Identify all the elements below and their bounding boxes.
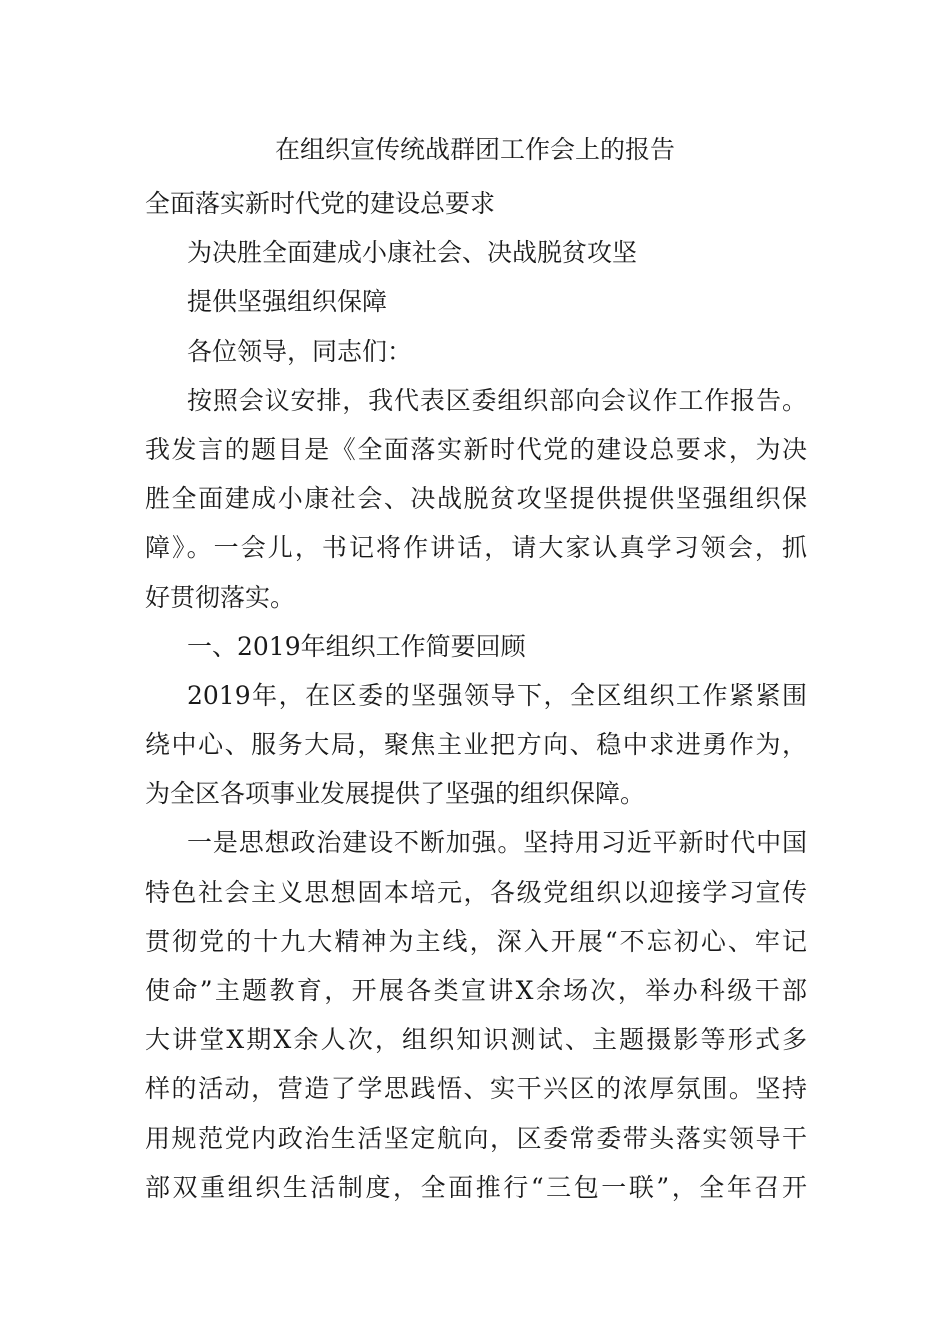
paragraph-line: 胜全面建成小康社会、决战脱贫攻坚提供提供坚强组织保 (145, 484, 807, 514)
paragraph-line: 我发言的题目是《全面落实新时代党的建设总要求，为决 (145, 434, 807, 464)
paragraph-line: 特色社会主义思想固本培元，各级党组织以迎接学习宣传 (145, 877, 807, 907)
paragraph-line: 好贯彻落实。 (145, 582, 296, 612)
paragraph-line: 使命”主题教育，开展各类宣讲X余场次，举办科级干部 (145, 976, 807, 1005)
paragraph-line: 大讲堂X期X余人次，组织知识测试、主题摄影等形式多 (145, 1025, 807, 1055)
paragraph-line: 贯彻党的十九大精神为主线，深入开展“不忘初心、牢记 (145, 926, 807, 956)
document-body (145, 179, 807, 1212)
paragraph-line: 用规范党内政治生活坚定航向，区委常委带头落实领导干 (145, 1123, 807, 1153)
paragraph-line: 障》。一会儿，书记将作讲话，请大家认真学习领会，抓 (145, 533, 807, 563)
paragraph-line: 按照会议安排，我代表区委组织部向会议作工作报告。 (187, 385, 807, 415)
salutation: 各位领导，同志们： (187, 336, 413, 366)
paragraph-line: 样的活动，营造了学思践悟、实干兴区的浓厚氛围。坚持 (145, 1074, 807, 1104)
paragraph-line: 部双重组织生活制度，全面推行“三包一联”，全年召开 (145, 1172, 807, 1202)
paragraph-line: 一是思想政治建设不断加强。坚持用习近平新时代中国 (187, 828, 807, 858)
subtitle-line-1: 全面落实新时代党的建设总要求 (145, 189, 496, 218)
document-title: 在组织宣传统战群团工作会上的报告 (274, 135, 675, 164)
paragraph-line: 2019年，在区委的坚强领导下，全区组织工作紧紧围 (187, 680, 807, 710)
paragraph-line: 为全区各项事业发展提供了坚强的组织保障。 (145, 779, 646, 809)
paragraph-line: 绕中心、服务大局，聚焦主业把方向、稳中求进勇作为， (145, 730, 807, 760)
subtitle-line-2: 为决胜全面建成小康社会、决战脱贫攻坚 (187, 238, 638, 268)
section-heading: 一、2019年组织工作简要回顾 (187, 631, 526, 661)
subtitle-line-3: 提供坚强组织保障 (187, 287, 388, 317)
